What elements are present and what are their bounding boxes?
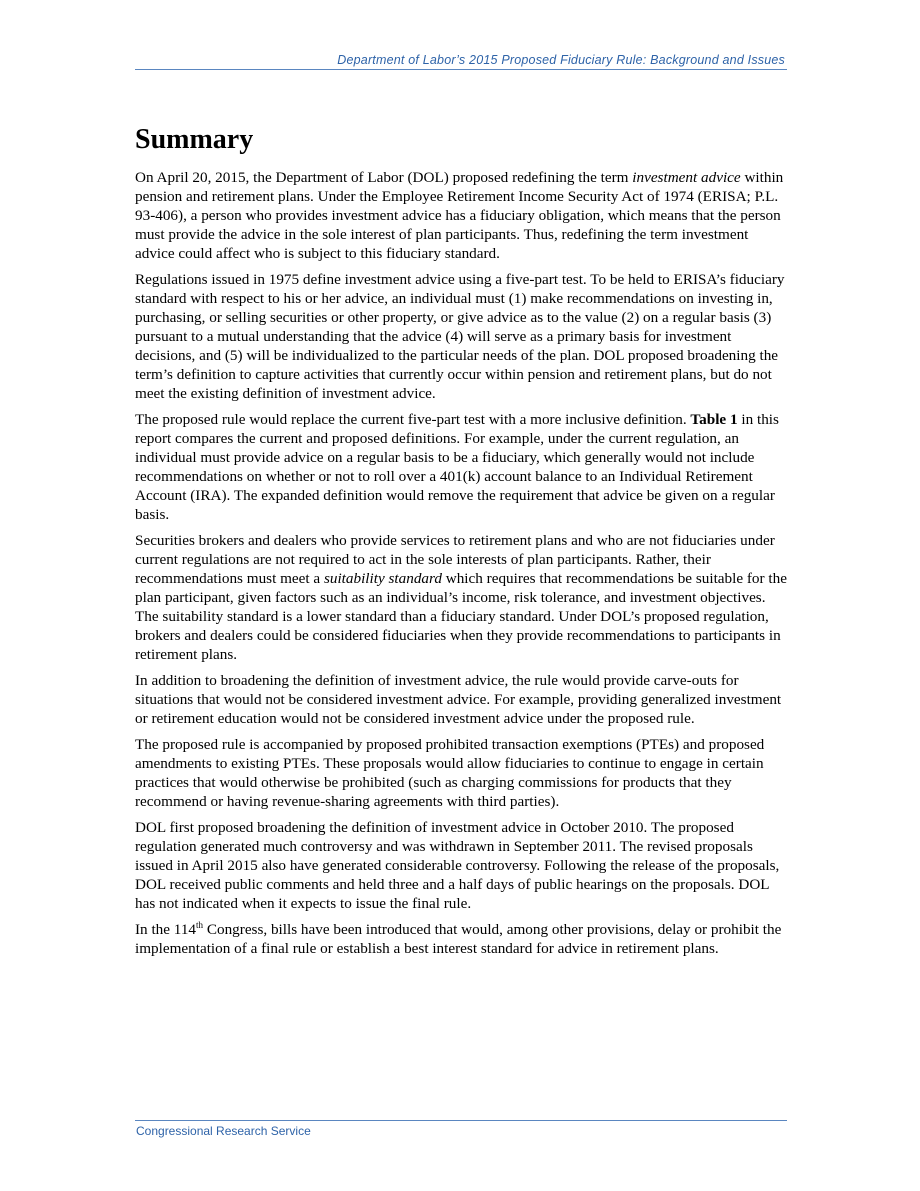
paragraph-1: On April 20, 2015, the Department of Labor (DOL) proposed redefining the term investment advice within pension and retirement plans. Under the Employee Retirement Income Security Act of 1974 (ERISA; P.L. 93-406), a person who provides investment advice has a fiduciary obligation, which means that the person must provide the advice in the sole interest of plan participants. Thus, redefining the term investment advice could affect who is subject to this fiduciary standard. (135, 169, 784, 262)
footer-divider (135, 1120, 787, 1121)
paragraph-2: Regulations issued in 1975 define investment advice using a five-part test. To be held to ERISA’s fiduciary standard with respect to his or her advice, an individual must (1) make recommendations on investing in, purchasing, or selling securities or other property, or give advice as to the value (2) on a regular basis (3) pursuant to a mutual understanding that the advice (4) will serve as a primary basis for investment decisions, and (5) will be individualized to the particular needs of the plan. DOL proposed broadening the term’s definition to capture activities that currently occur within pension and retirement plans, but do not meet the existing definition of investment advice. (135, 271, 785, 402)
term-suitability-standard: suitability standard (323, 570, 442, 587)
paragraph-6: The proposed rule is accompanied by proposed prohibited transaction exemptions (PTEs) and proposed amendments to existing PTEs. These proposals would allow fiduciaries to continue to engage in certain practices that would otherwise be prohibited (such as charging commissions for products that they recommend or having revenue-sharing agreements with third parties). (135, 736, 765, 810)
running-header: Department of Labor’s 2015 Proposed Fiduciary Rule: Background and Issues (337, 53, 785, 67)
section-title: Summary (135, 124, 254, 155)
paragraph-7: DOL first proposed broadening the definition of investment advice in October 2010. The proposed regulation generated much controversy and was withdrawn in September 2011. The revised proposals issued in April 2015 also have generated considerable controversy. Following the release of the proposals, DOL received public comments and held three and a half days of public hearings on the proposals. DOL has not indicated when it expects to issue the final rule. (135, 819, 780, 912)
paragraph-5: In addition to broadening the definition of investment advice, the rule would provide carve-outs for situations that would not be considered investment advice. For example, providing generalized investment or retirement education would not be considered investment advice under the proposed rule. (135, 672, 782, 727)
summary-body (135, 168, 787, 965)
header-divider (135, 69, 787, 70)
footer-organization: Congressional Research Service (136, 1124, 311, 1138)
table-1-reference: Table 1 (690, 411, 738, 428)
paragraph-8: In the 114th Congress, bills have been introduced that would, among other provisions, delay or prohibit the implementation of a final rule or establish a best interest standard for advice in retirement plans. (135, 919, 782, 957)
term-investment-advice: investment advice (632, 169, 741, 186)
paragraph-4: Securities brokers and dealers who provide services to retirement plans and who are not fiduciaries under current regulations are not required to act in the sole interests of plan participants. Rather, their recommendations must meet a suitability standard which requires that recommendations be suitable for the plan participant, given factors such as an individual’s income, risk tolerance, and investment objectives. The suitability standard is a lower standard than a fiduciary standard. Under DOL’s proposed regulation, brokers and dealers could be considered fiduciaries when they provide recommendations to participants in retirement plans. (135, 532, 787, 663)
paragraph-3: The proposed rule would replace the current five-part test with a more inclusive definition. Table 1 in this report compares the current and proposed definitions. For example, under the current regulation, an individual must provide advice on a regular basis to be a fiduciary, which generally would not include recommendations on whether or not to roll over a 401(k) account balance to an Individual Retirement Account (IRA). The expanded definition would remove the requirement that advice be given on a regular basis. (135, 411, 779, 523)
ordinal-superscript: th (196, 919, 204, 930)
